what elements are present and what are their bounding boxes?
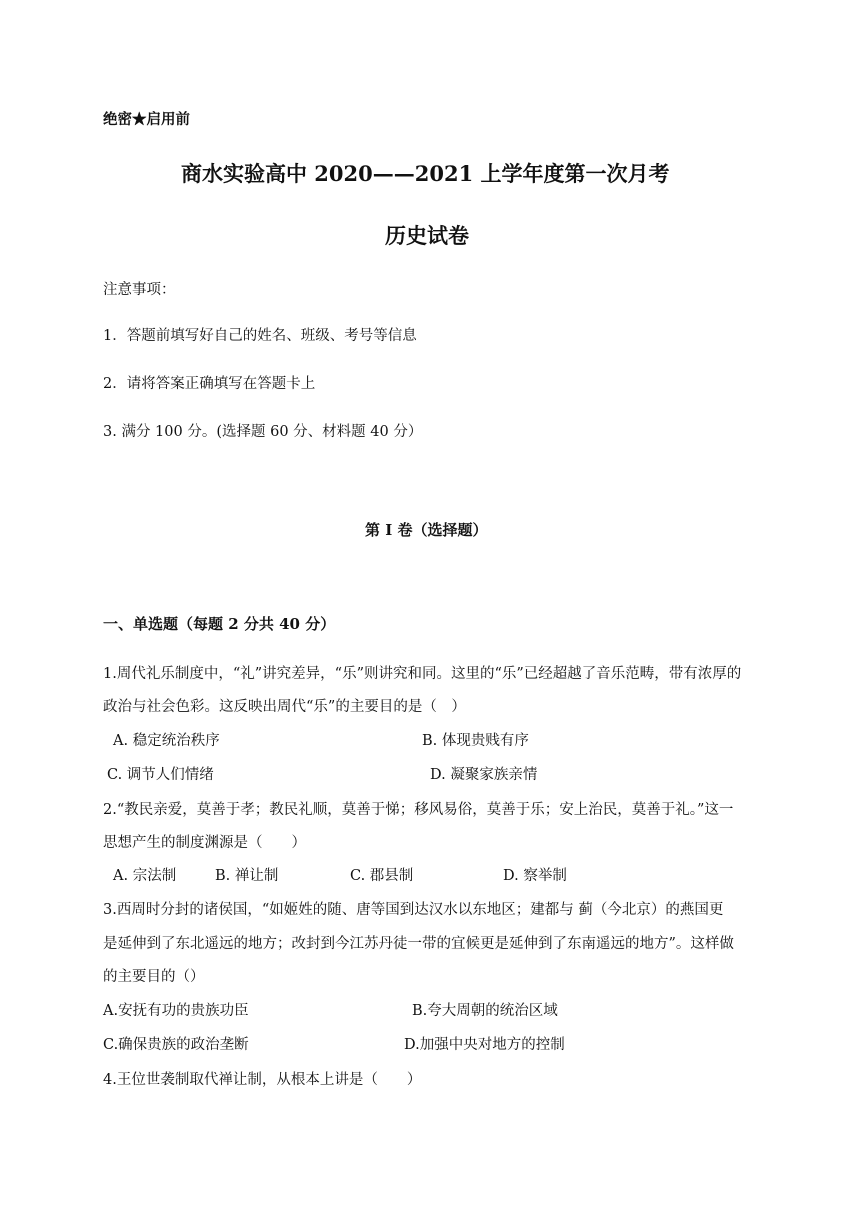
section-heading: 一、单选题（每题 2 分共 40 分） bbox=[103, 615, 336, 633]
secret-mark: 绝密★启用前 bbox=[103, 111, 190, 128]
page-subtitle: 历史试卷 bbox=[385, 223, 469, 248]
question-3-line-3: 的主要目的（） bbox=[103, 969, 205, 985]
question-3-option-a: A.安抚有功的贵族功臣 bbox=[103, 1003, 249, 1019]
note-item-2: 2．请将答案正确填写在答题卡上 bbox=[103, 376, 316, 392]
question-2-line-2: 思想产生的制度渊源是（ ） bbox=[103, 835, 306, 851]
question-3-option-b: B.夸大周朝的统治区域 bbox=[412, 1003, 558, 1019]
question-2-option-c: C. 郡县制 bbox=[350, 868, 414, 884]
question-2-option-a: A. 宗法制 bbox=[113, 868, 177, 884]
notes-heading: 注意事项： bbox=[103, 282, 176, 298]
question-3-line-2: 是延伸到了东北遥远的地方；改封到今江苏丹徒一带的宜候更是延伸到了东南遥远的地方”。这样做 bbox=[103, 936, 734, 952]
question-1-option-c: C. 调节人们情绪 bbox=[107, 767, 214, 783]
volume-heading: 第 I 卷（选择题） bbox=[365, 521, 488, 539]
question-2-option-d: D. 察举制 bbox=[503, 868, 567, 884]
page-title: 商水实验高中 2020——2021 上学年度第一次月考 bbox=[181, 161, 670, 186]
question-3-line-1: 3.西周时分封的诸侯国，“如姬姓的随、唐等国到达汉水以东地区；建都与 蓟（今北京）的燕国更 bbox=[103, 902, 724, 918]
question-1-option-d: D. 凝聚家族亲情 bbox=[430, 767, 538, 783]
question-3-option-c: C.确保贵族的政治垄断 bbox=[103, 1037, 249, 1053]
question-1-line-1: 1.周代礼乐制度中，“礼”讲究差异，“乐”则讲究和同。这里的“乐”已经超越了音乐范畴，带有浓厚的 bbox=[103, 666, 742, 682]
note-item-1: 1．答题前填写好自己的姓名、班级、考号等信息 bbox=[103, 328, 417, 344]
question-4-line-1: 4.王位世袭制取代禅让制，从根本上讲是（ ） bbox=[103, 1072, 422, 1088]
question-2-line-1: 2.“教民亲爱，莫善于孝；教民礼顺，莫善于悌；移风易俗，莫善于乐；安上治民，莫善于礼。”这一 bbox=[103, 802, 734, 818]
question-1-line-2: 政治与社会色彩。这反映出周代“乐”的主要目的是（ ） bbox=[103, 699, 466, 715]
question-2-option-b: B. 禅让制 bbox=[215, 868, 279, 884]
question-1-option-b: B. 体现贵贱有序 bbox=[422, 733, 529, 749]
note-item-3: 3. 满分 100 分。(选择题 60 分、材料题 40 分） bbox=[103, 424, 423, 440]
question-3-option-d: D.加强中央对地方的控制 bbox=[404, 1037, 565, 1053]
question-1-option-a: A. 稳定统治秩序 bbox=[113, 733, 220, 749]
